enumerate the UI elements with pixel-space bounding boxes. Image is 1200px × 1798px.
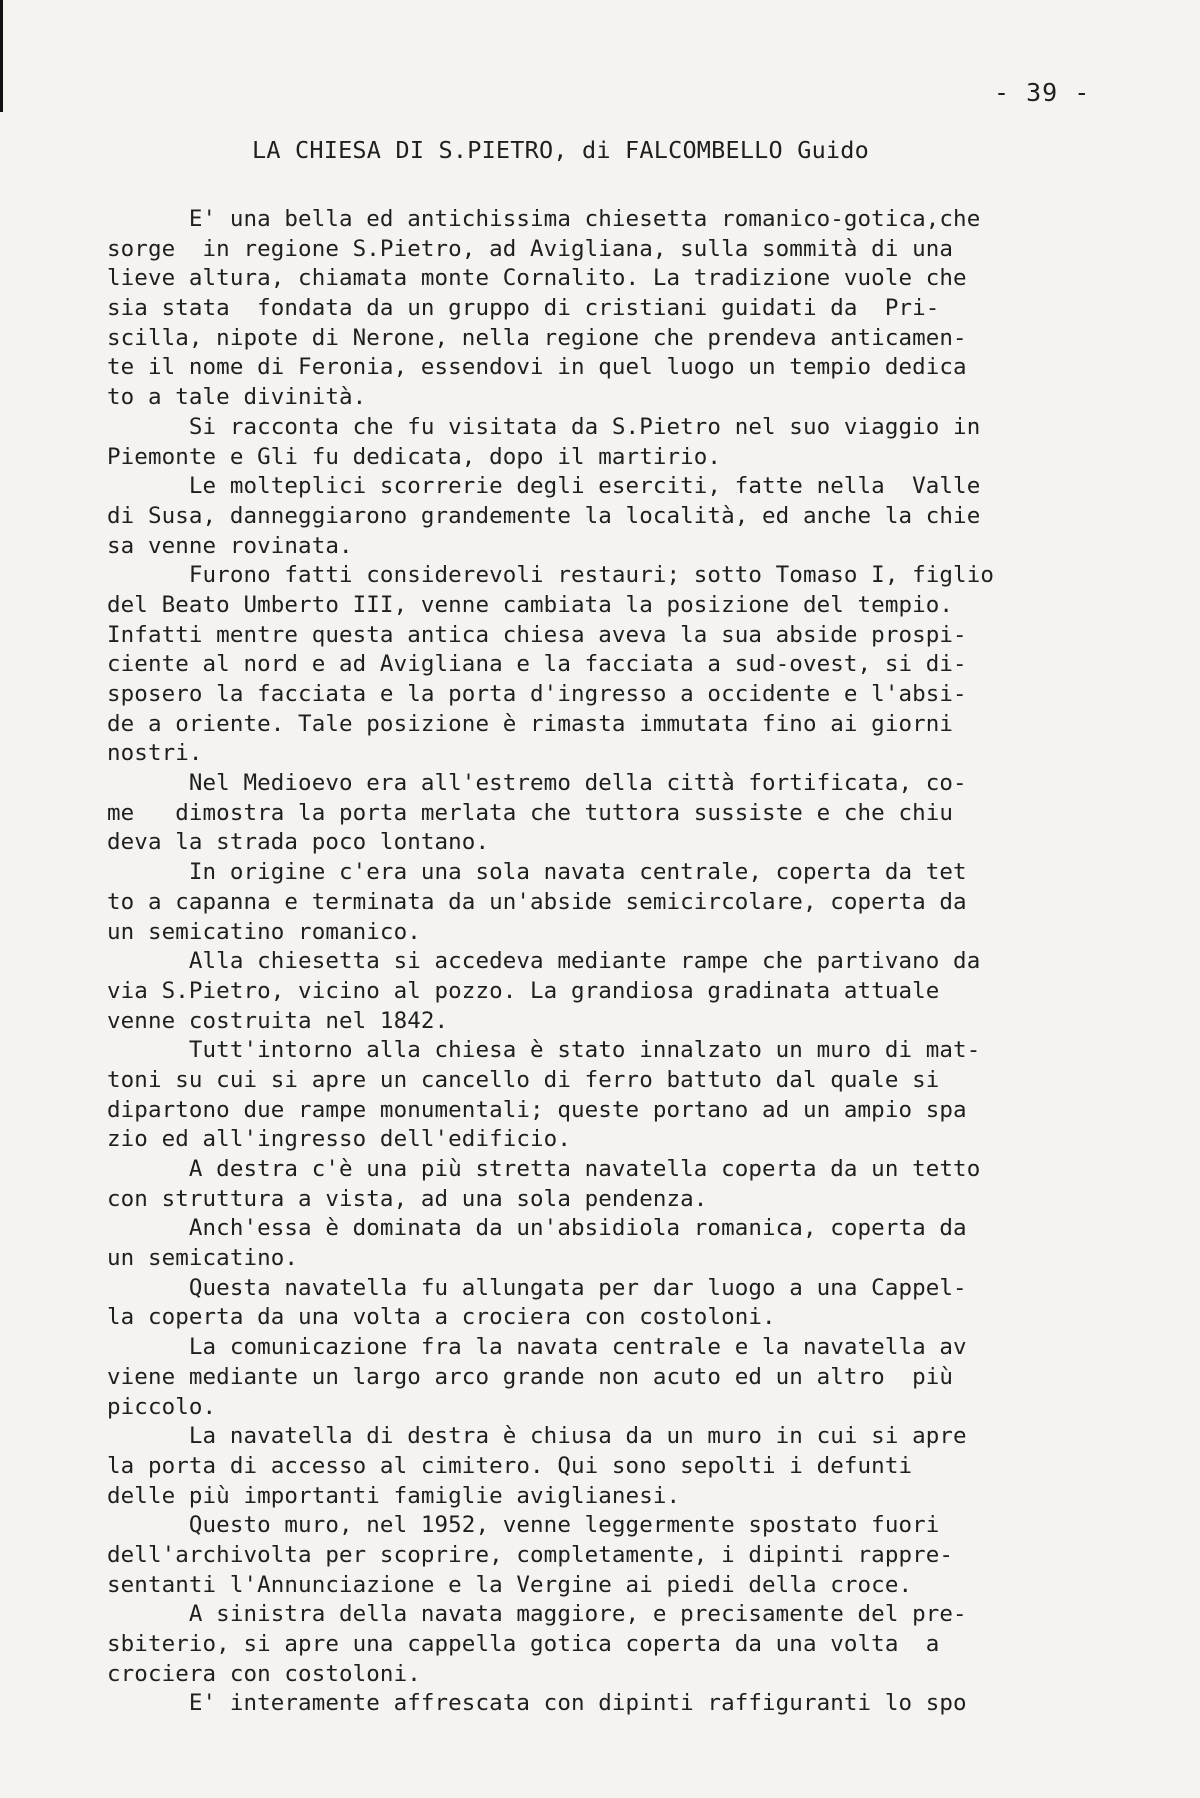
text-line: Tutt'intorno alla chiesa è stato innalzato un muro di mat- (107, 1037, 981, 1064)
text-line: Nel Medioevo era all'estremo della città fortificata, co- (107, 770, 967, 797)
text-line: nostri. (107, 740, 203, 767)
text-line: E' una bella ed antichissima chiesetta romanico-gotica,che (107, 206, 981, 232)
text-line: Si racconta che fu visitata da S.Pietro nel suo viaggio in (107, 413, 981, 440)
text-line: Le molteplici scorrerie degli eserciti, fatte nella Valle (107, 473, 981, 500)
text-line: piccolo. (107, 1393, 217, 1420)
text-line: del Beato Umberto III, venne cambiata la posizione del tempio. (107, 591, 954, 618)
text-line: lieve altura, chiamata monte Cornalito. La tradizione vuole che (107, 265, 967, 292)
text-line: Anch'essa è dominata da un'absidiola romanica, coperta da (107, 1215, 967, 1242)
text-line: dell'archivolta per scoprire, completamente, i dipinti rappre- (107, 1541, 954, 1568)
text-line: to a capanna e terminata da un'abside semicircolare, coperta da (107, 888, 967, 915)
text-line: un semicatino. (107, 1245, 299, 1272)
text-line: venne costruita nel 1842. (107, 1007, 449, 1034)
text-line: La navatella di destra è chiusa da un muro in cui si apre (107, 1423, 967, 1450)
text-line: zio ed all'ingresso dell'edificio. (107, 1126, 571, 1153)
page-title: LA CHIESA DI S.PIETRO, di FALCOMBELLO Guido (252, 136, 869, 164)
text-line: de a oriente. Tale posizione è rimasta immutata fino ai giorni (107, 710, 954, 737)
text-line: sentanti l'Annunciazione e la Vergine ai piedi della croce. (107, 1571, 913, 1598)
text-line: A sinistra della navata maggiore, e precisamente del pre- (107, 1601, 967, 1628)
text-line: la porta di accesso al cimitero. Qui sono sepolti i defunti (107, 1452, 913, 1479)
text-line: un semicatino romanico. (107, 918, 421, 945)
scan-edge-mark (0, 0, 3, 112)
text-line: crociera con costoloni. (107, 1660, 421, 1687)
text-line: dipartono due rampe monumentali; queste portano ad un ampio spa (107, 1096, 967, 1123)
text-line: ciente al nord e ad Avigliana e la facciata a sud-ovest, si di- (107, 651, 967, 678)
text-line: deva la strada poco lontano. (107, 829, 490, 856)
text-line: sposero la facciata e la porta d'ingresso a occidente e l'absi- (107, 681, 967, 707)
text-line: sia stata fondata da un gruppo di cristiani guidati da Pri- (107, 295, 940, 322)
text-line: La comunicazione fra la navata centrale e la navatella av (107, 1334, 967, 1361)
text-line: sbiterio, si apre una cappella gotica coperta da una volta a (107, 1631, 940, 1657)
text-line: sorge in regione S.Pietro, ad Avigliana, sulla sommità di una (107, 235, 954, 262)
document-body (107, 205, 994, 1719)
text-line: te il nome di Feronia, essendovi in quel luogo un tempio dedica (107, 354, 967, 381)
text-line: via S.Pietro, vicino al pozzo. La grandiosa gradinata attuale (107, 977, 940, 1004)
page-number: - 39 - (994, 78, 1091, 107)
text-line: Piemonte e Gli fu dedicata, dopo il martirio. (107, 443, 722, 470)
text-line: la coperta da una volta a crociera con costoloni. (107, 1304, 776, 1331)
text-line: Questo muro, nel 1952, venne leggermente spostato fuori (107, 1512, 940, 1539)
text-line: E' interamente affrescata con dipinti raffiguranti lo spo (107, 1690, 967, 1717)
text-line: In origine c'era una sola navata centrale, coperta da tet (107, 859, 967, 886)
text-line: sa venne rovinata. (107, 532, 353, 559)
text-line: Furono fatti considerevoli restauri; sotto Tomaso I, figlio (107, 562, 994, 589)
text-line: Alla chiesetta si accedeva mediante rampe che partivano da (107, 948, 981, 975)
text-line: con struttura a vista, ad una sola pendenza. (107, 1185, 708, 1212)
text-line: to a tale divinità. (107, 384, 367, 411)
text-line: toni su cui si apre un cancello di ferro battuto dal quale si (107, 1066, 940, 1093)
text-line: scilla, nipote di Nerone, nella regione che prendeva anticamen- (107, 324, 967, 351)
text-line: viene mediante un largo arco grande non acuto ed un altro più (107, 1363, 954, 1390)
text-line: Questa navatella fu allungata per dar luogo a una Cappel- (107, 1274, 967, 1301)
text-line: delle più importanti famiglie aviglianesi. (107, 1482, 681, 1509)
text-line: di Susa, danneggiarono grandemente la località, ed anche la chie (107, 502, 981, 529)
text-line: me dimostra la porta merlata che tuttora sussiste e che chiu (107, 799, 954, 826)
text-line: A destra c'è una più stretta navatella coperta da un tetto (107, 1156, 981, 1182)
text-line: Infatti mentre questa antica chiesa aveva la sua abside prospi- (107, 621, 967, 648)
